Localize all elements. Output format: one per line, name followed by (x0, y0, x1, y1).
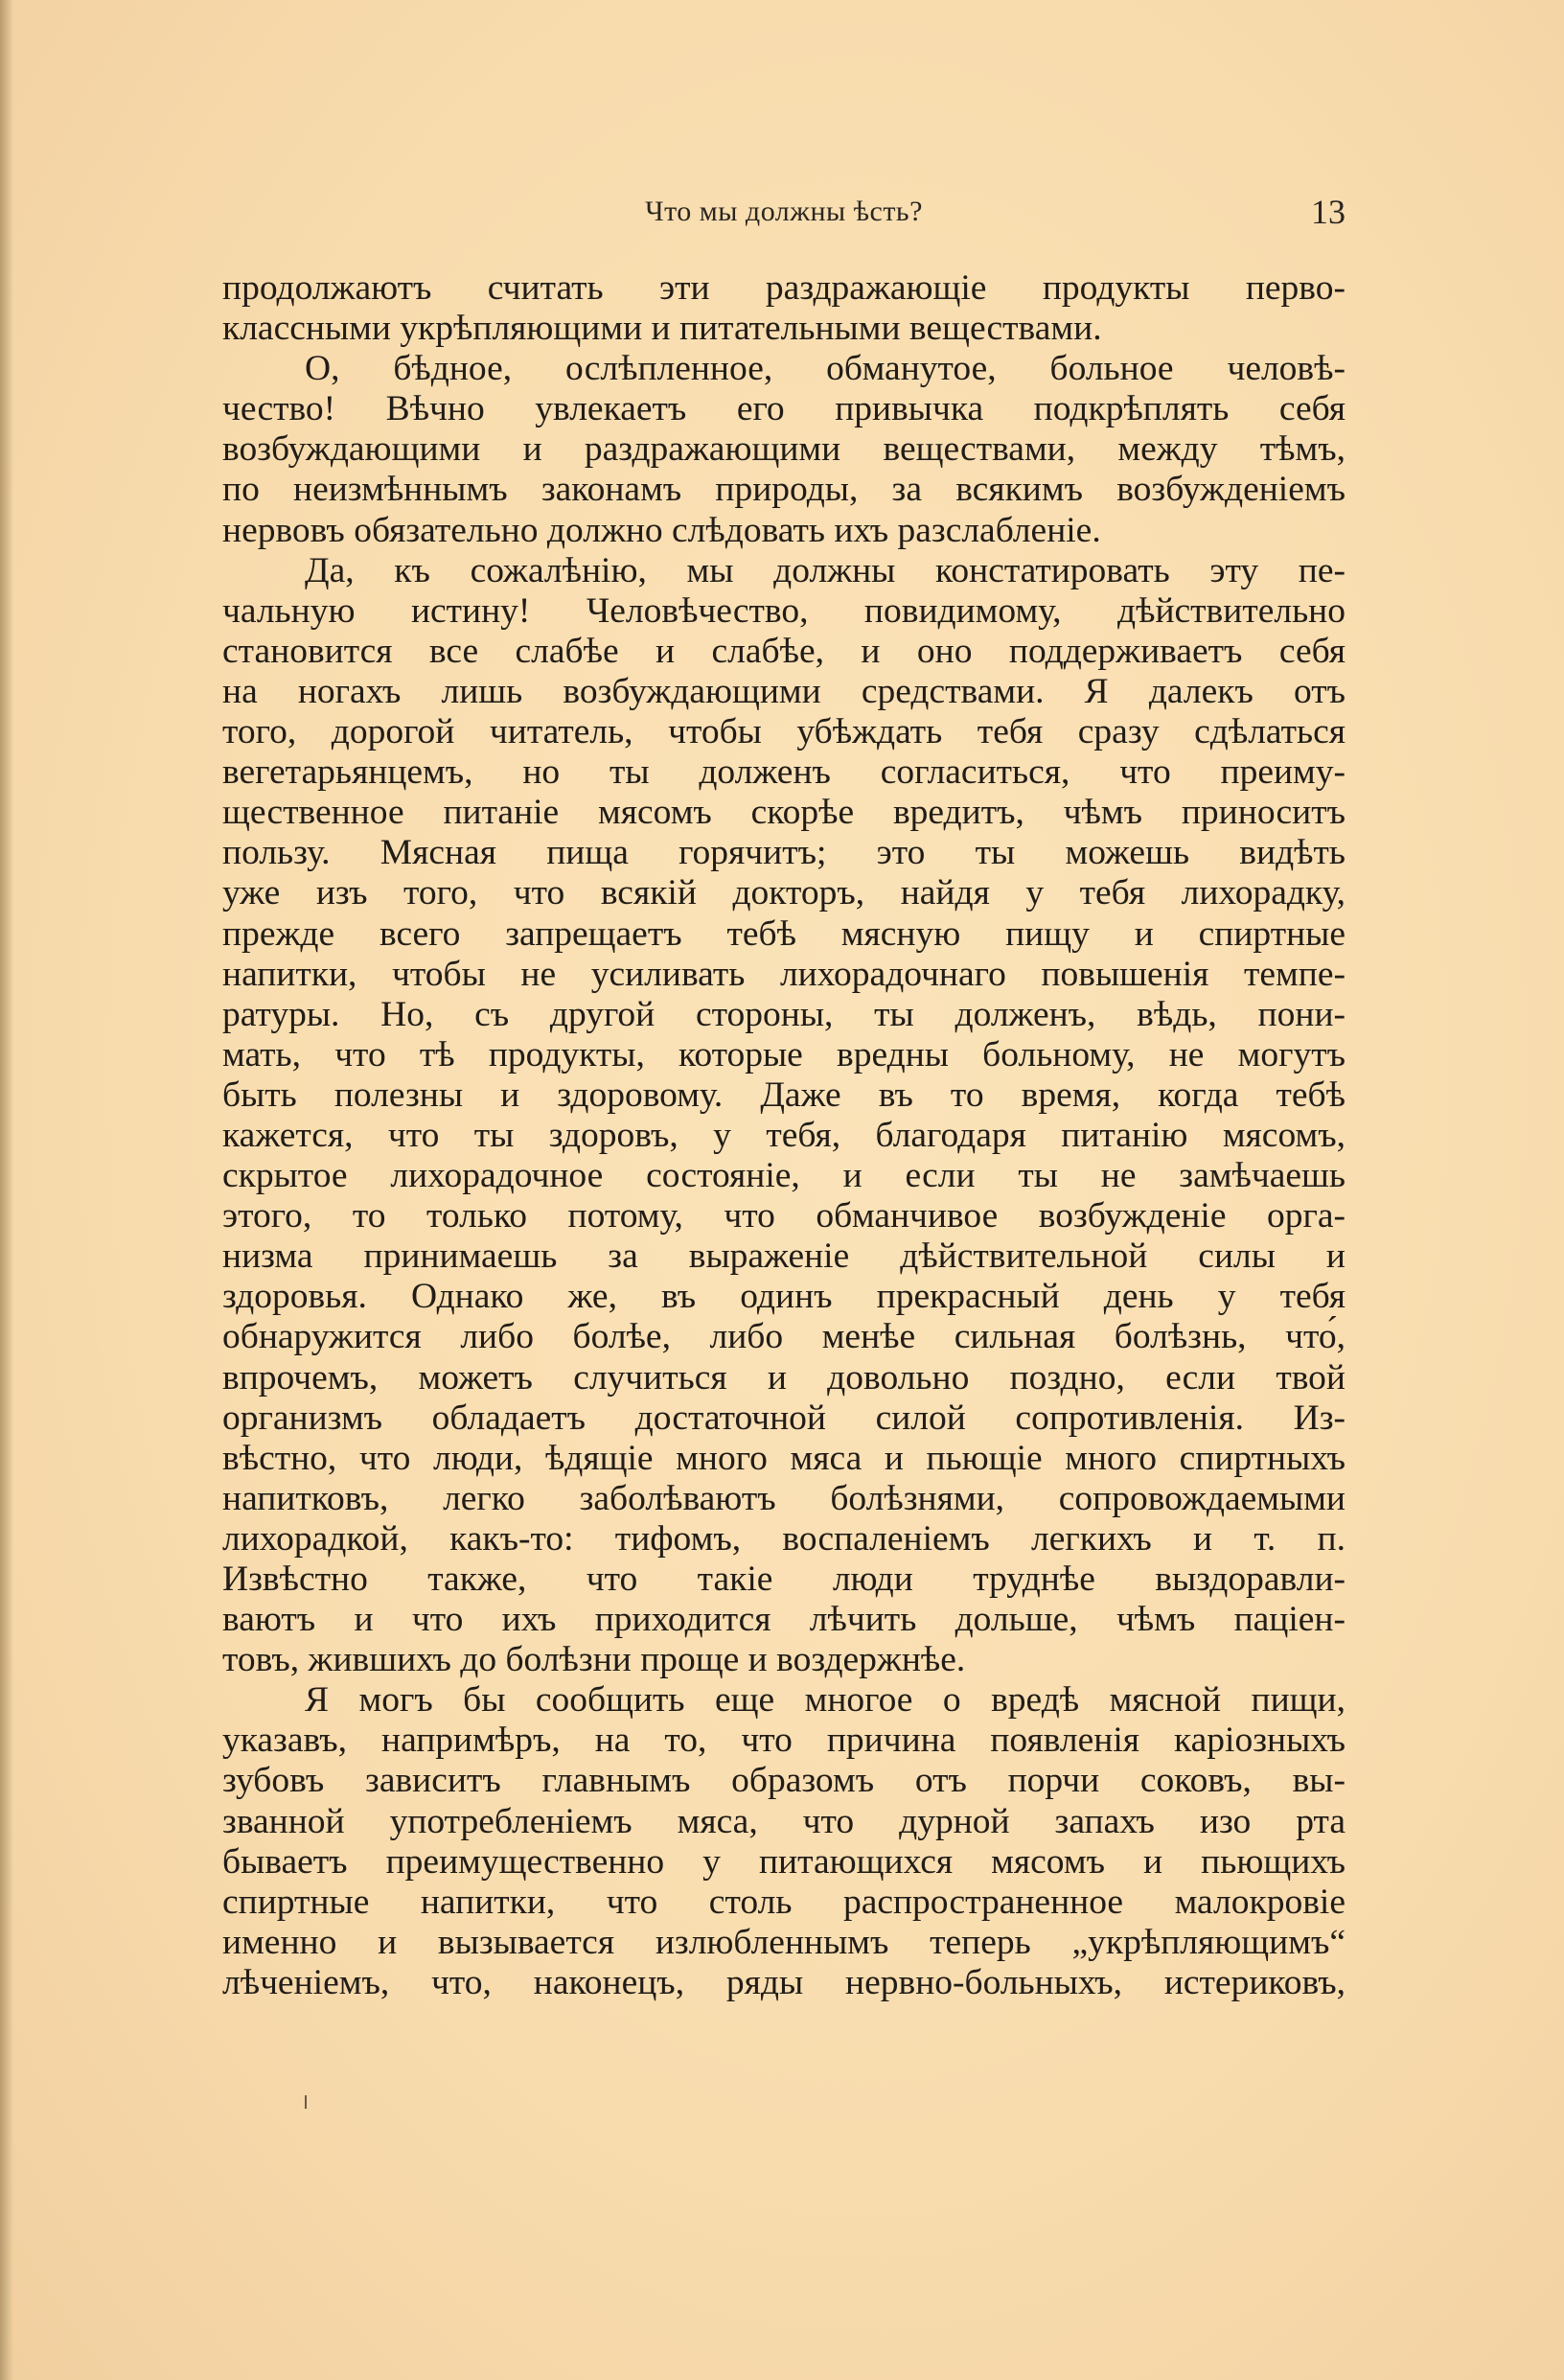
page-spine-shadow (0, 0, 13, 2380)
text-line: спиртные напитки, что столь распространенное малокровіе (222, 1882, 1346, 1922)
running-title: Что мы должны ѣсть? (645, 196, 923, 227)
text-line: того, дорогой читатель, чтобы убѣждать тебя сразу сдѣлаться (222, 712, 1346, 752)
text-line: становится все слабѣе и слабѣе, и оно поддерживаетъ себя (222, 631, 1346, 671)
text-line: напитки, чтобы не усиливать лихорадочнаго повышенія темпе- (222, 954, 1346, 994)
text-line: бываетъ преимущественно у питающихся мясомъ и пьющихъ (222, 1841, 1346, 1882)
text-line: званной употребленіемъ мяса, что дурной запахъ изо рта (222, 1801, 1346, 1841)
text-line: чальную истину! Человѣчество, повидимому, дѣйствительно (222, 590, 1346, 631)
text-line: по неизмѣннымъ законамъ природы, за всякимъ возбужденіемъ (222, 470, 1346, 510)
text-line: вѣстно, что люди, ѣдящіе много мяса и пьющіе много спиртныхъ (222, 1438, 1346, 1478)
paragraph (222, 551, 1346, 1681)
text-line: этого, то только потому, что обманчивое возбужденіе орга- (222, 1196, 1346, 1236)
text-line: указавъ, напримѣръ, на то, что причина появленія каріозныхъ (222, 1721, 1346, 1761)
text-line: именно и вызывается излюбленнымъ теперь „укрѣпляющимъ“ (222, 1922, 1346, 1962)
text-line: чество! Вѣчно увлекаетъ его привычка подкрѣплять себя (222, 389, 1346, 429)
text-line: прежде всего запрещаетъ тебѣ мясную пищу и спиртные (222, 913, 1346, 954)
text-line: быть полезны и здоровому. Даже въ то время, когда тебѣ (222, 1074, 1346, 1115)
text-line: зубовъ зависитъ главнымъ образомъ отъ порчи соковъ, вы- (222, 1761, 1346, 1801)
text-line: вегетарьянцемъ, но ты долженъ согласиться, что преиму- (222, 752, 1346, 793)
text-line: напитковъ, легко заболѣваютъ болѣзнями, сопровождаемыми (222, 1478, 1346, 1518)
text-line: классными укрѣпляющими и питательными веществами. (222, 309, 1102, 349)
text-line: нервовъ обязательно должно слѣдовать ихъ разслабленіе. (222, 510, 1101, 550)
text-line: ваютъ и что ихъ приходится лѣчить дольше, чѣмъ паціен- (222, 1600, 1346, 1640)
paragraph (222, 1680, 1346, 2003)
text-line: лихорадкой, какъ-то: тифомъ, воспаленіемъ легкихъ и т. п. (222, 1518, 1346, 1559)
paragraph (222, 349, 1346, 550)
text-line: на ногахъ лишь возбуждающими средствами. Я далекъ отъ (222, 671, 1346, 711)
text-line: О, бѣдное, ослѣпленное, обманутое, больное человѣ- (305, 349, 1346, 389)
text-line: организмъ обладаетъ достаточной силой сопротивленія. Из- (222, 1398, 1346, 1438)
text-line: товъ, жившихъ до болѣзни проще и воздержнѣе. (222, 1640, 966, 1680)
text-line: продолжаютъ считать эти раздражающіе продукты перво- (222, 268, 1346, 308)
text-line: ратуры. Но, съ другой стороны, ты долженъ, вѣдь, пони- (222, 994, 1346, 1034)
ink-mark (305, 2095, 307, 2109)
text-line: низма принимаешь за выраженіе дѣйствительной силы и (222, 1236, 1346, 1277)
text-line: пользу. Мясная пища горячитъ; это ты можешь видѣть (222, 833, 1346, 873)
text-line: уже изъ того, что всякій докторъ, найдя у тебя лихорадку, (222, 873, 1346, 913)
text-line: мать, что тѣ продукты, которые вредны больному, не могутъ (222, 1034, 1346, 1074)
text-line: Да, къ сожалѣнію, мы должны констатировать эту пе- (305, 550, 1346, 590)
page-number: 13 (1311, 193, 1346, 231)
text-line: лѣченіемъ, что, наконецъ, ряды нервно-больныхъ, истериковъ, (222, 1962, 1346, 2002)
text-line: возбуждающими и раздражающими веществами, между тѣмъ, (222, 429, 1346, 470)
text-line: щественное питаніе мясомъ скорѣе вредитъ, чѣмъ приноситъ (222, 793, 1346, 833)
text-line: впрочемъ, можетъ случиться и довольно поздно, если твой (222, 1357, 1346, 1398)
text-line: скрытое лихорадочное состояніе, и если ты не замѣчаешь (222, 1156, 1346, 1196)
text-line: обнаружится либо болѣе, либо менѣе сильная болѣзнь, что́, (222, 1317, 1346, 1357)
text-line: Я могъ бы сообщить еще многое о вредѣ мясной пищи, (305, 1680, 1346, 1721)
paragraph (222, 268, 1346, 349)
body-text (222, 268, 1346, 2003)
text-line: кажется, что ты здоровъ, у тебя, благодаря питанію мясомъ, (222, 1115, 1346, 1155)
text-line: здоровья. Однако же, въ одинъ прекрасный день у тебя (222, 1277, 1346, 1317)
text-line: Извѣстно также, что такіе люди труднѣе выздоравли- (222, 1560, 1346, 1599)
page-header (222, 192, 1346, 240)
